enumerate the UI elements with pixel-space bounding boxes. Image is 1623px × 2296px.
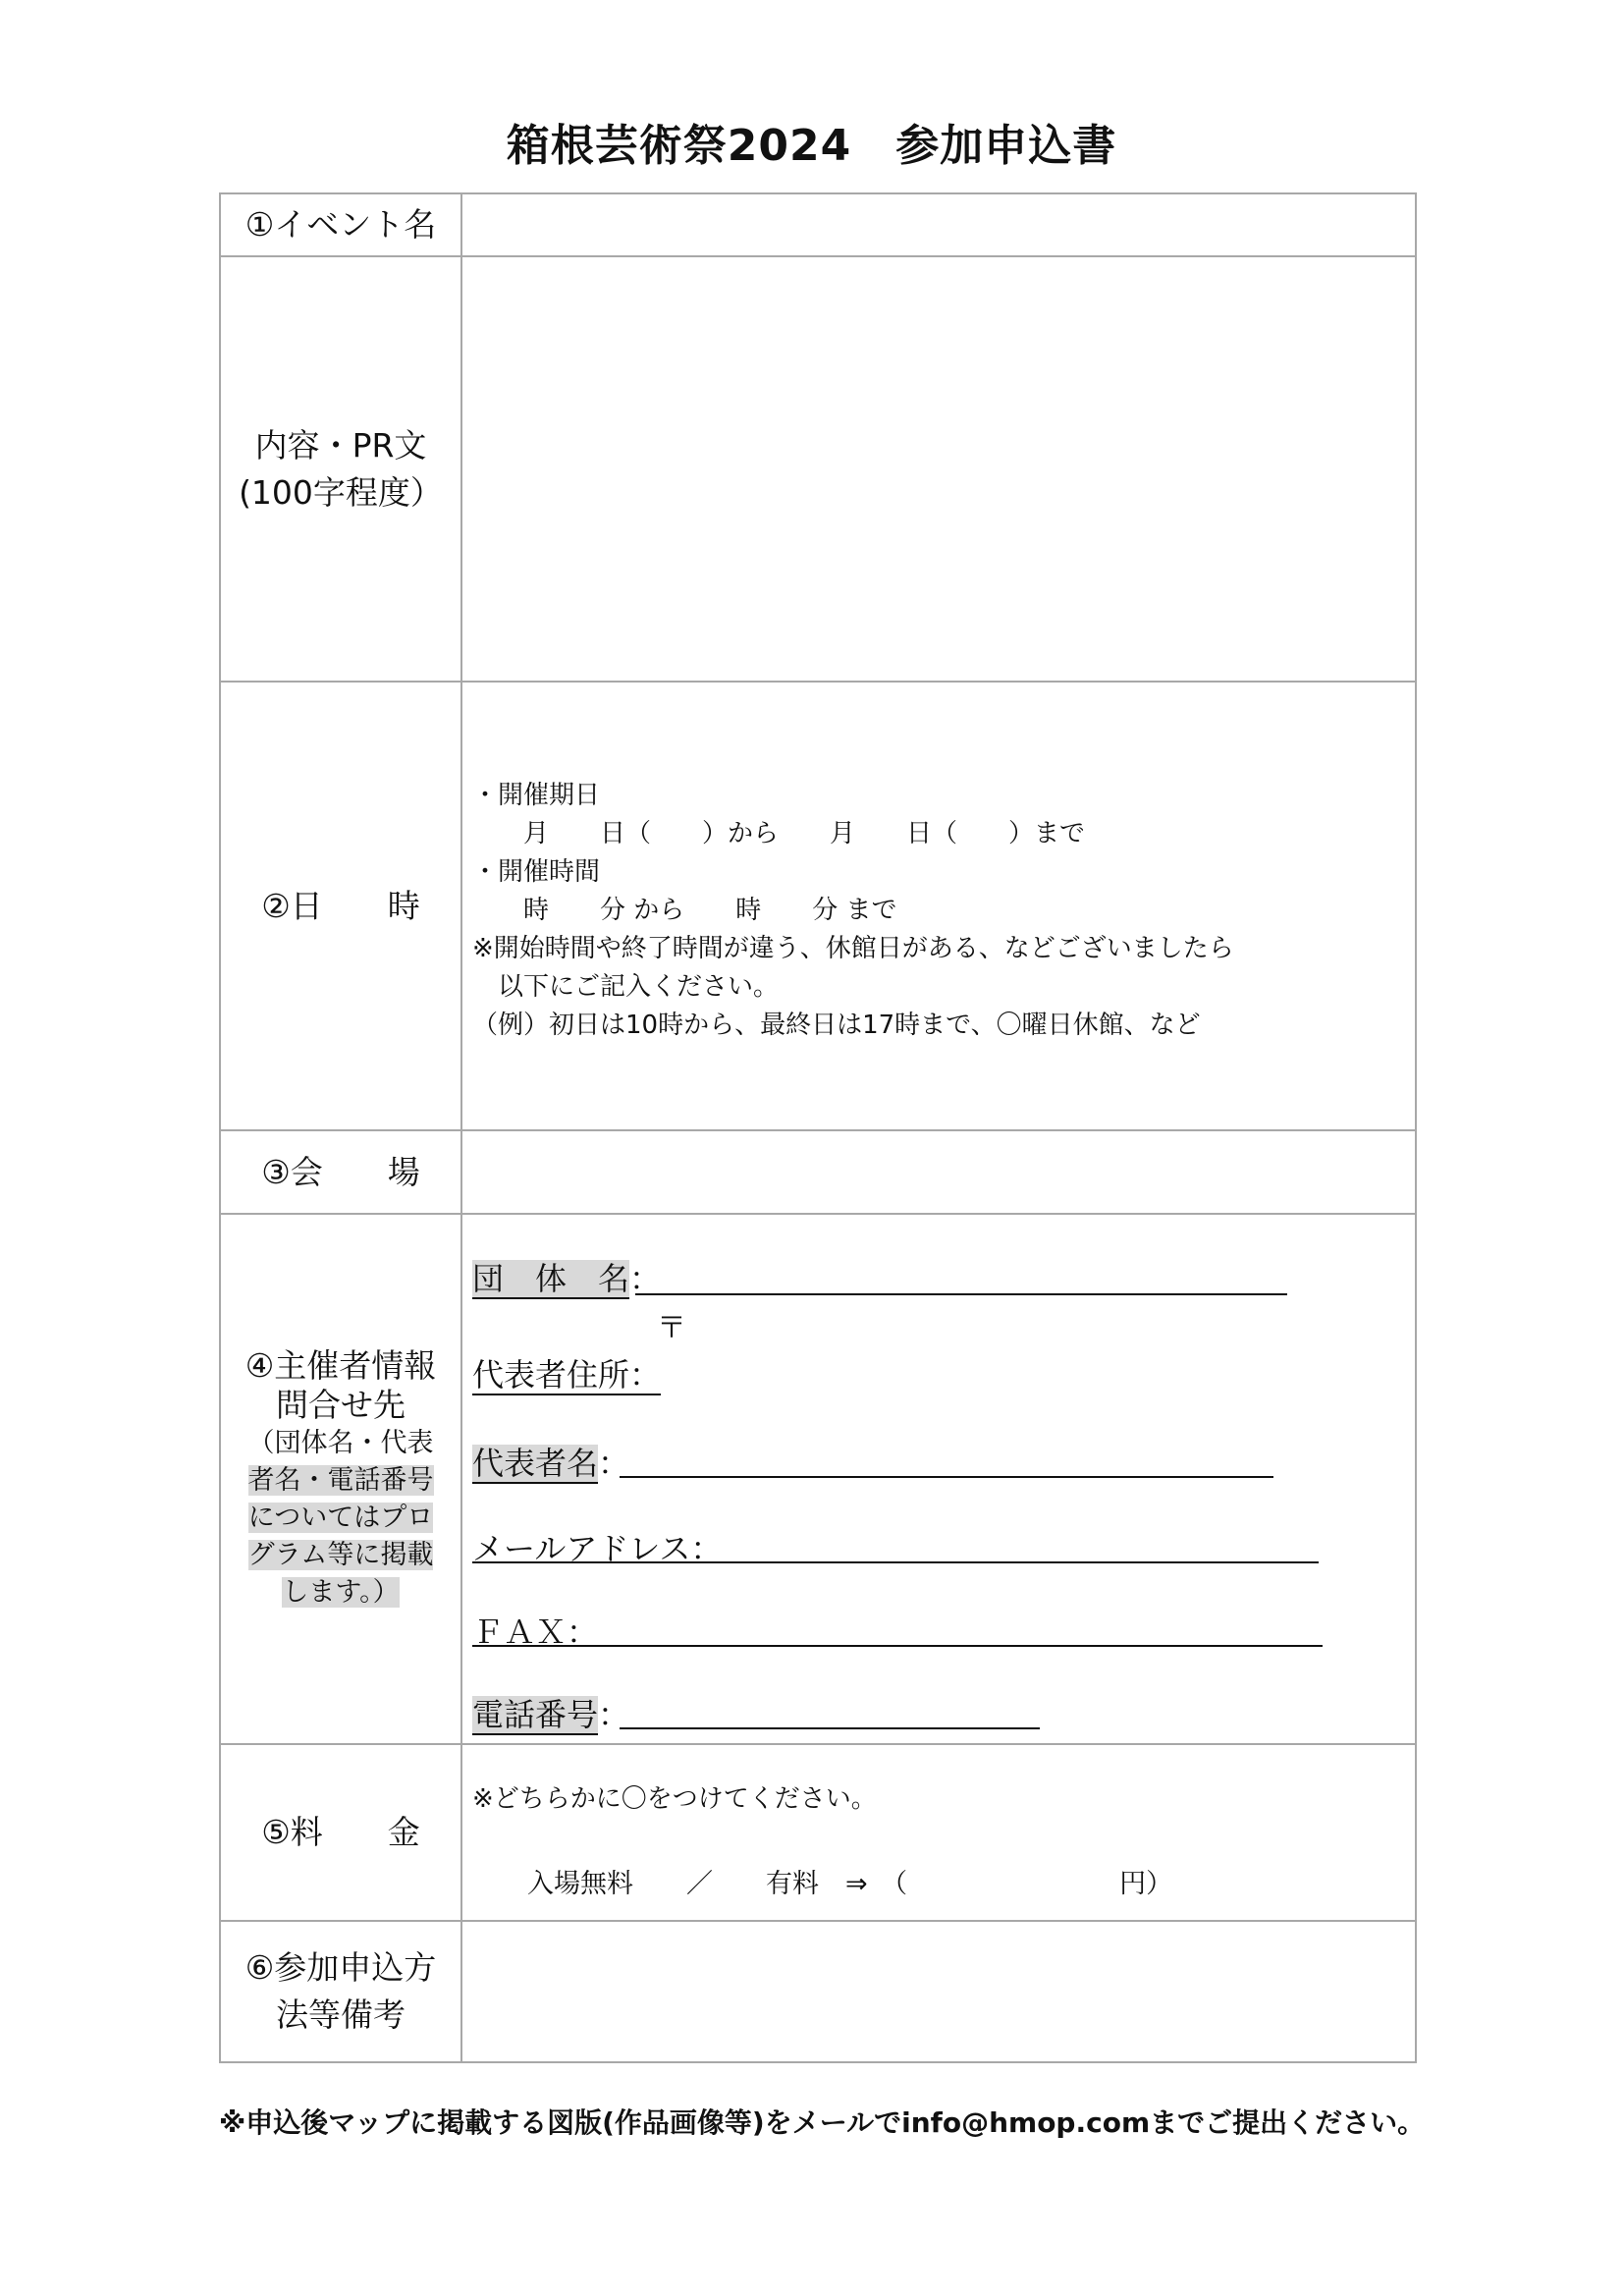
rep-name-colon: ： xyxy=(598,1445,630,1482)
phone-label: 電話番号 xyxy=(472,1696,599,1733)
group-name-row xyxy=(472,1254,661,1299)
organizer-note-line2: 者名・電話番号 xyxy=(247,1465,434,1496)
content-pr-field[interactable] xyxy=(461,256,1416,682)
row-venue xyxy=(220,1130,1416,1214)
datetime-instructions xyxy=(462,767,1415,1045)
application-form-table xyxy=(219,192,1417,2063)
page-title: 箱根芸術祭2024 参加申込書 xyxy=(506,121,1117,171)
organizer-field xyxy=(461,1214,1416,1744)
rep-name-input-line[interactable] xyxy=(620,1476,1273,1478)
datetime-line-1: ・開催期日 xyxy=(472,781,601,810)
datetime-line-5: ※開始時間や終了時間が違う、休館日がある、などございましたら xyxy=(472,934,1234,963)
organizer-note-line5: します。） xyxy=(282,1577,400,1608)
organizer-note-line1: （団体名・代表 xyxy=(247,1428,434,1458)
row-event-name xyxy=(220,193,1416,256)
organizer-note xyxy=(221,1425,460,1612)
label-fee: ⑤料 金 xyxy=(220,1744,461,1921)
label-organizer-line2: 問合せ先 xyxy=(276,1386,406,1424)
rep-address-label: 代表者住所： xyxy=(472,1356,662,1394)
datetime-field[interactable] xyxy=(461,682,1416,1130)
phone-colon: ： xyxy=(598,1696,630,1733)
email-input-line[interactable] xyxy=(472,1561,1319,1563)
postal-mark: 〒 xyxy=(657,1311,686,1345)
organizer-note-line4: グラム等に掲載 xyxy=(247,1540,434,1570)
fee-options: 入場無料 ／ 有料 ⇒ （ 円） xyxy=(527,1869,1173,1899)
footer-note: ※申込後マップに掲載する図版(作品画像等)をメールでinfo@hmop.comまでご提出ください。 xyxy=(219,2106,1426,2139)
label-datetime: ②日 時 xyxy=(220,682,461,1130)
rep-name-label: 代表者名 xyxy=(472,1445,599,1482)
datetime-line-2: 月 日（ ）から 月 日（ ）まで xyxy=(472,819,1086,848)
email-label: メールアドレス： xyxy=(472,1530,723,1567)
label-content-pr xyxy=(220,256,461,682)
phone-input-line[interactable] xyxy=(620,1727,1040,1729)
datetime-line-4: 時 分 から 時 分 まで xyxy=(472,896,897,925)
label-remarks xyxy=(220,1921,461,2062)
label-content-pr-line1: 内容・PR文 xyxy=(254,425,427,465)
row-organizer xyxy=(220,1214,1416,1744)
label-organizer xyxy=(220,1214,461,1744)
row-fee xyxy=(220,1744,1416,1921)
fax-label: ＦＡＸ： xyxy=(472,1613,599,1651)
group-name-input-line[interactable] xyxy=(635,1293,1287,1295)
rep-name-row xyxy=(472,1439,629,1484)
label-organizer-line1: ④主催者情報 xyxy=(244,1346,437,1385)
fax-input-line[interactable] xyxy=(472,1645,1323,1647)
organizer-note-line3: についてはプロ xyxy=(247,1503,434,1533)
datetime-line-3: ・開催時間 xyxy=(472,857,601,887)
group-name-label: 団 体 名 xyxy=(472,1260,630,1297)
fee-field[interactable] xyxy=(461,1744,1416,1921)
event-name-field[interactable] xyxy=(461,193,1416,256)
remarks-field[interactable] xyxy=(461,1921,1416,2062)
rep-address-row[interactable] xyxy=(472,1350,661,1395)
venue-field[interactable] xyxy=(461,1130,1416,1214)
fee-note: ※どちらかに〇をつけてください。 xyxy=(472,1784,877,1814)
row-datetime xyxy=(220,682,1416,1130)
label-content-pr-line2: (100字程度） xyxy=(239,472,443,512)
label-venue: ③会 場 xyxy=(220,1130,461,1214)
datetime-line-7: （例）初日は10時から、最終日は17時まで、〇曜日休館、など xyxy=(472,1011,1201,1040)
row-content-pr xyxy=(220,256,1416,682)
label-event-name: ①イベント名 xyxy=(220,193,461,256)
datetime-line-6: 以下にご記入ください。 xyxy=(472,972,780,1002)
phone-row xyxy=(472,1690,629,1735)
row-remarks xyxy=(220,1921,1416,2062)
group-name-colon: ： xyxy=(629,1260,662,1297)
label-remarks-line2: 法等備考 xyxy=(276,1995,406,2034)
label-remarks-line1: ⑥参加申込方 xyxy=(244,1948,437,1987)
